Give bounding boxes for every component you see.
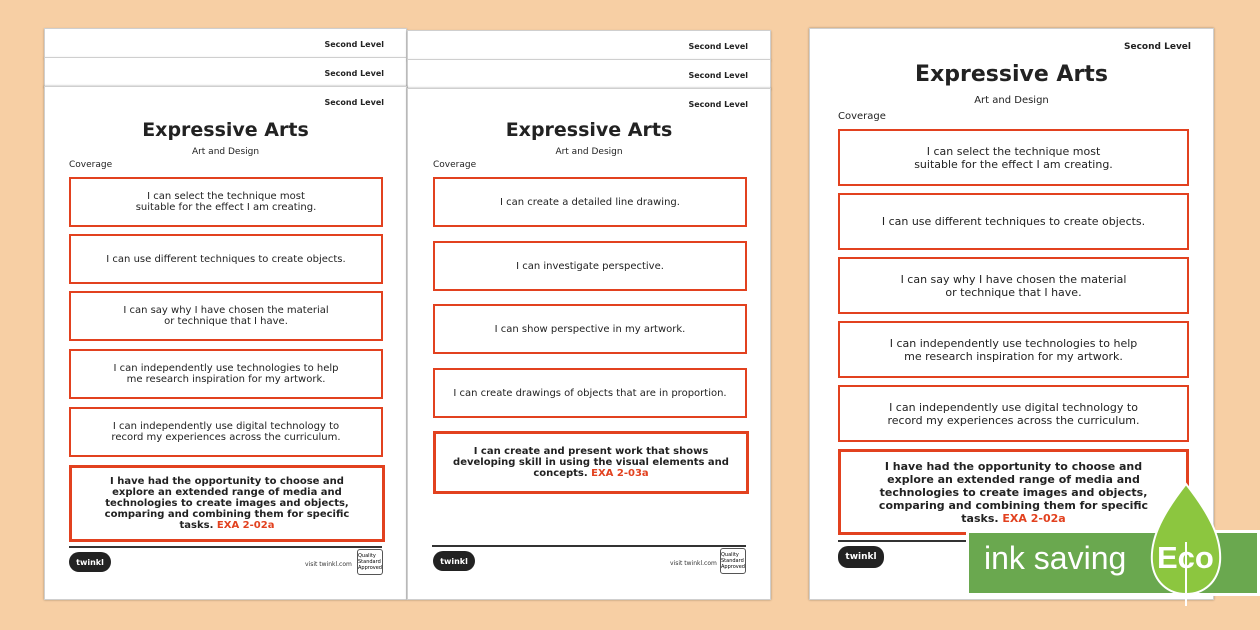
twinkl-logo: twinkl (838, 546, 884, 568)
outcome-box: I can show perspective in my artwork. (433, 304, 747, 354)
level-label: Second Level (324, 69, 384, 78)
outcome-box: I can investigate perspective. (433, 241, 747, 291)
stacked-sheet-strip (44, 28, 407, 58)
eco-label: Eco (1157, 540, 1214, 575)
page-title: Expressive Arts (505, 119, 673, 141)
stacked-sheet-strip (44, 57, 407, 87)
outcome-box: I can independently use technologies to help me research inspiration for my artwork. (838, 321, 1189, 378)
quality-badge: Quality Standard Approved (720, 548, 746, 574)
level-label: Second Level (688, 71, 748, 80)
coverage-label: Coverage (838, 111, 886, 122)
final-outcome-text: I can create and present work that shows developing skill in using the visual elements and concepts. (453, 446, 729, 479)
outcome-code: EXA 2-02a (1002, 511, 1066, 525)
final-outcome-text: I have had the opportunity to choose and explore an extended range of media and technologies to create images and objects, comparing and combining them for specific tasks. (104, 476, 350, 531)
page-subtitle: Art and Design (974, 95, 1049, 106)
page-subtitle: Art and Design (191, 147, 260, 157)
level-label: Second Level (324, 98, 384, 107)
outcome-box: I can create a detailed line drawing. (433, 177, 747, 227)
twinkl-logo: twinkl (69, 552, 111, 572)
outcome-box: I can use different techniques to create objects. (69, 234, 383, 284)
outcome-box: I can create drawings of objects that are in proportion. (433, 368, 747, 418)
worksheet-page-1 (44, 86, 407, 600)
outcome-box-final (433, 431, 749, 494)
page-subtitle: Art and Design (555, 147, 623, 157)
footer-divider (432, 545, 746, 547)
page-title: Expressive Arts (142, 119, 309, 141)
outcome-box: I can independently use digital technology to record my experiences across the curriculum. (69, 407, 383, 457)
outcome-box: I can select the technique most suitable for the effect I am creating. (69, 177, 383, 227)
coverage-label: Coverage (69, 160, 113, 170)
page-title: Expressive Arts (915, 62, 1108, 87)
outcome-box-final (69, 465, 385, 542)
stacked-sheet-strip (407, 30, 771, 60)
worksheet-page-2 (407, 88, 771, 600)
twinkl-logo: twinkl (433, 551, 475, 571)
outcome-box: I can independently use digital technology to record my experiences across the curriculum. (838, 385, 1189, 442)
visit-link-text: visit twinkl.com (305, 561, 352, 568)
outcome-box: I can independently use technologies to help me research inspiration for my artwork. (69, 349, 383, 399)
outcome-box-final (838, 449, 1189, 535)
level-label: Second Level (1124, 42, 1191, 52)
outcome-box: I can use different techniques to create objects. (838, 193, 1189, 250)
level-label: Second Level (324, 40, 384, 49)
outcome-box: I can select the technique most suitable for the effect I am creating. (838, 129, 1189, 186)
level-label: Second Level (688, 42, 748, 51)
level-label: Second Level (688, 100, 748, 109)
footer-divider (69, 546, 382, 548)
outcome-code: EXA 2-03a (591, 468, 649, 479)
outcome-box: I can say why I have chosen the material or technique that I have. (69, 291, 383, 341)
quality-badge: Quality Standard Approved (357, 549, 383, 575)
visit-link-text: visit twinkl.com (670, 560, 717, 567)
outcome-code: EXA 2-02a (216, 520, 275, 531)
ink-saving-label: ink saving (984, 540, 1127, 576)
coverage-label: Coverage (433, 160, 477, 170)
final-outcome-text: I have had the opportunity to choose and explore an extended range of media and technologies to create images and objects, comparing and combining them for specific tasks. (878, 459, 1149, 525)
outcome-box: I can say why I have chosen the material or technique that I have. (838, 257, 1189, 314)
stacked-sheet-strip (407, 59, 771, 89)
